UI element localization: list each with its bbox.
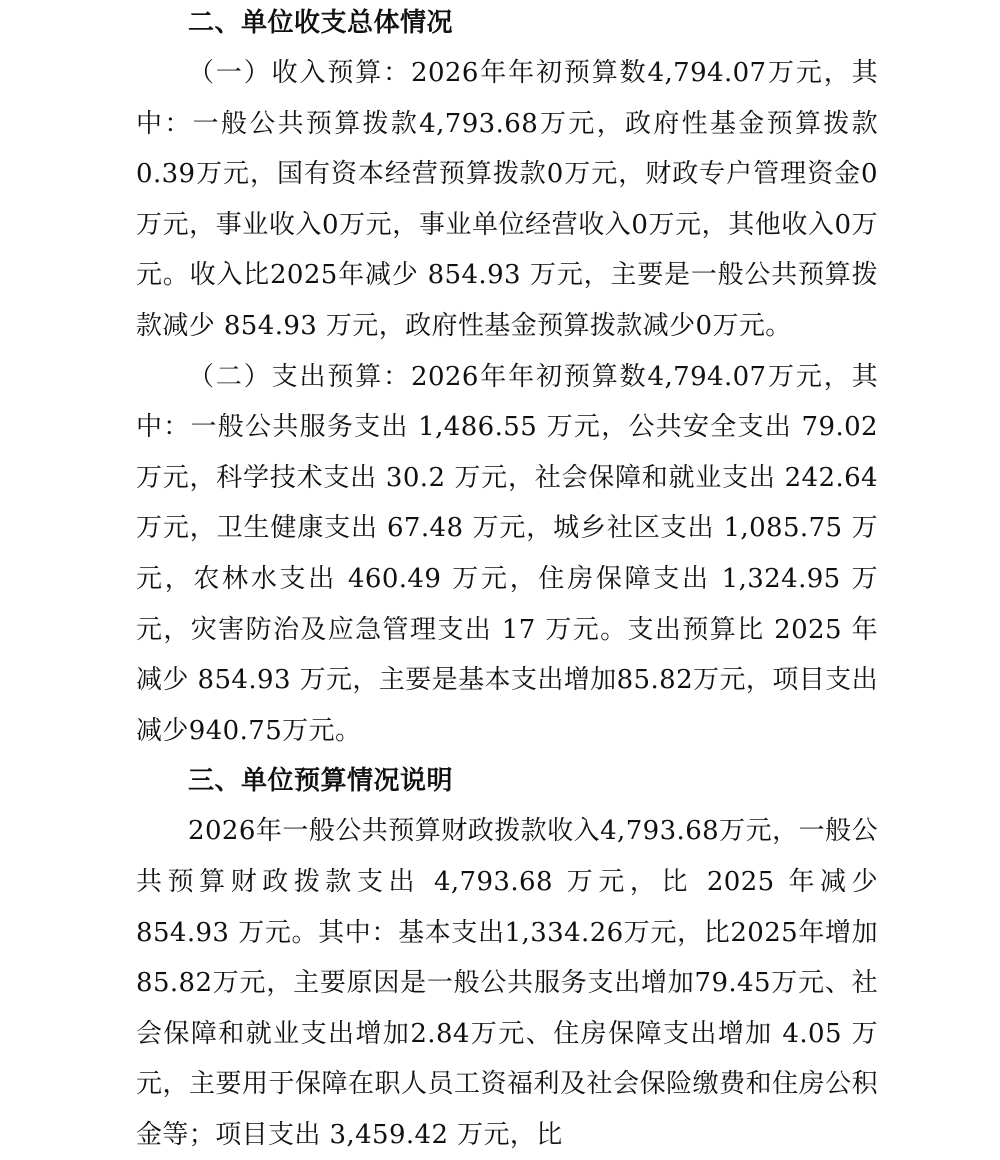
income-budget-lead: （一）收入预算： — [188, 58, 412, 88]
section-heading-budget-explanation: 三、单位预算情况说明 — [188, 766, 454, 797]
document-page — [136, 0, 878, 1160]
income-budget-text: 2026年年初预算数4,794.07万元，其中：一般公共预算拨款4,793.68万元，政府性基金预算拨款0.39万元，国有资本经营预算拨款0万元，财政专户管理资金0万元，事业收入0万元，事业单位经营收入0万元，其他收入0万元。收入比2025年减少 854.93 万元，主要是一般公共预算拨款减少 854.93 万元，政府性基金预算拨款减少0万元。 — [136, 58, 879, 341]
paragraph-budget-explanation: 2026年一般公共预算财政拨款收入4,793.68万元，一般公共预算财政拨款支出 4,793.68 万元，比 2025 年减少 854.93 万元。其中：基本支出1,334.26万元，比2025年增加85.82万元，主要原因是一般公共服务支出增加79.45万元、社会保障和就业支出增加2.84万元、住房保障支出增加 4.05 万元，主要用于保障在职人员工资福利及社会保险缴费和住房公积金等；项目支出 3,459.42 万元，比 — [136, 816, 878, 1150]
expense-budget-lead: （二）支出预算： — [188, 361, 412, 392]
paragraph-income-budget — [136, 48, 878, 352]
expense-budget-text: 2026年年初预算数4,794.07万元，其中：一般公共服务支出 1,486.55 万元，公共安全支出 79.02 万元，科学技术支出 30.2 万元，社会保障和就业支出 242.64 万元，卫生健康支出 67.48 万元，城乡社区支出 1,085.75 万元，农林水支出 460.49 万元，住房保障支出 1,324.95 万元，灾害防治及应急管理支出 17 万元。支出预算比 2025 年减少 854.93 万元，主要是基本支出增加85.82万元，项目支出减少940.75万元。 — [136, 361, 879, 746]
paragraph-expense-budget — [136, 352, 878, 757]
section-heading-budget-overview: 二、单位收支总体情况 — [188, 8, 454, 38]
